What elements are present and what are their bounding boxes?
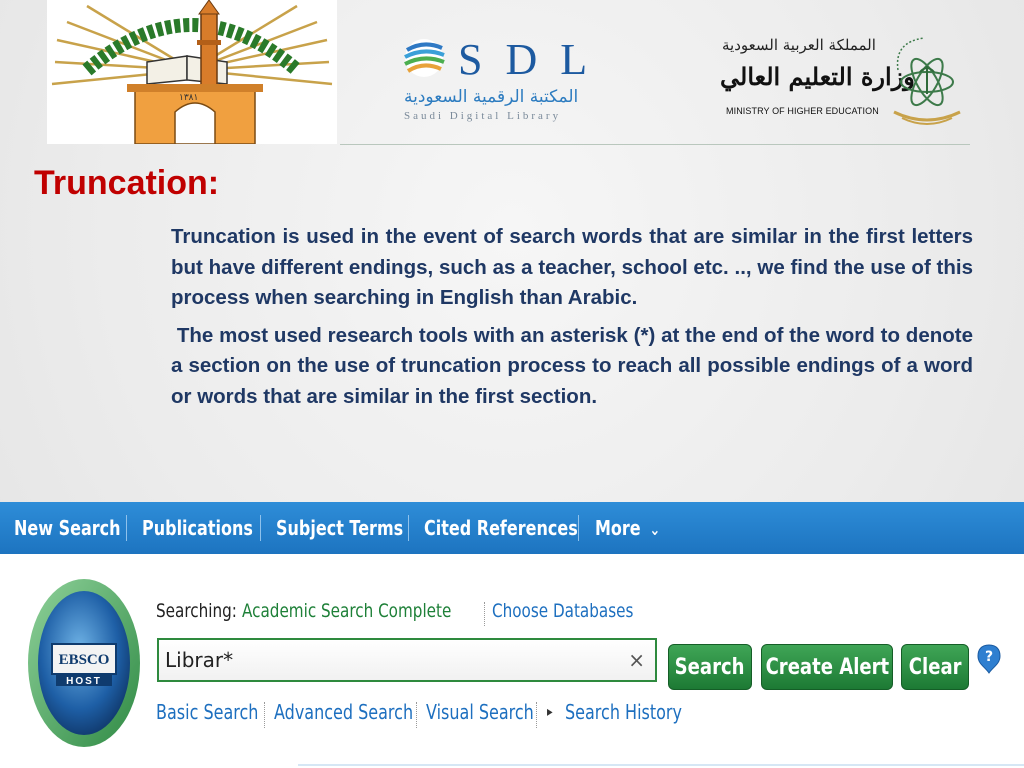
sdl-title: S D L (458, 35, 594, 84)
separator (416, 702, 417, 728)
search-history-link[interactable]: Search History (565, 700, 682, 724)
separator (264, 702, 265, 728)
nav-separator (578, 515, 579, 541)
help-icon[interactable] (977, 644, 1001, 674)
ministry-english-name: MINISTRY OF HIGHER EDUCATION (726, 106, 879, 116)
nav-more[interactable] (595, 516, 660, 540)
search-box[interactable] (157, 638, 657, 682)
help-symbol: ? (984, 649, 994, 665)
create-alert-button-label: Create Alert (765, 654, 889, 680)
slide-body (171, 222, 979, 412)
search-input[interactable] (165, 646, 625, 674)
clear-text-icon[interactable]: × (628, 648, 645, 672)
ministry-arabic-name: وزارة التعليم العالي (720, 62, 915, 91)
visual-search-link[interactable]: Visual Search (426, 700, 534, 724)
nav-separator (126, 515, 127, 541)
ministry-emblem-icon (884, 32, 970, 128)
nav-new-search[interactable]: New Search (14, 516, 121, 540)
search-button[interactable] (668, 644, 752, 690)
separator (484, 602, 485, 626)
nav-cited-references[interactable]: Cited References (424, 516, 578, 540)
advanced-search-link[interactable]: Advanced Search (274, 700, 414, 724)
ebsco-top-nav (0, 502, 1024, 554)
basic-search-link[interactable]: Basic Search (156, 700, 259, 724)
separator (536, 702, 537, 728)
nav-subject-terms[interactable]: Subject Terms (276, 516, 404, 540)
header-divider (340, 144, 970, 145)
sdl-logo (400, 30, 610, 130)
svg-text:١٣٨١: ١٣٨١ (179, 93, 199, 103)
clear-button-label: Clear (908, 654, 962, 680)
ebsco-logo-subtext: HOST (66, 676, 102, 687)
ministry-logo (716, 32, 986, 132)
ebsco-host-logo (26, 578, 142, 748)
slide-paragraph: The most used research tools with an asterisk (*) at the end of the word to denote a section on the use of truncation process to reach all possible endings of a word or words that are similar in the first section. (171, 323, 979, 408)
ebsco-search-panel (0, 502, 1024, 768)
nav-separator (260, 515, 261, 541)
searching-label: Searching: (156, 600, 237, 622)
university-logo (47, 0, 337, 144)
clear-button[interactable] (901, 644, 969, 690)
slide-title: Truncation: (34, 164, 220, 202)
ebsco-logo-text: EBSCO (58, 652, 110, 668)
nav-separator (408, 515, 409, 541)
sdl-latin-name: Saudi Digital Library (404, 110, 562, 122)
database-name[interactable]: Academic Search Complete (242, 600, 452, 622)
sdl-mark-icon (402, 38, 450, 78)
panel-bottom-rule (298, 764, 1024, 766)
university-emblem-icon (47, 0, 337, 144)
search-button-label: Search (675, 654, 745, 680)
nav-more-label: More (595, 516, 641, 540)
create-alert-button[interactable] (761, 644, 893, 690)
choose-databases-link[interactable]: Choose Databases (492, 600, 634, 622)
history-arrow-icon: ▸ (547, 704, 553, 720)
sdl-arabic-name: المكتبة الرقمية السعودية (404, 87, 579, 107)
slide-paragraph: Truncation is used in the event of search words that are similar in the first letters but have different endings, such as a teacher, school etc. .., we find the use of this process when searching in English than Arabic. (171, 225, 973, 309)
nav-publications[interactable]: Publications (142, 516, 253, 540)
ministry-arabic-kingdom: المملكة العربية السعودية (722, 36, 876, 54)
chevron-down-icon: ⌄ (649, 520, 661, 539)
